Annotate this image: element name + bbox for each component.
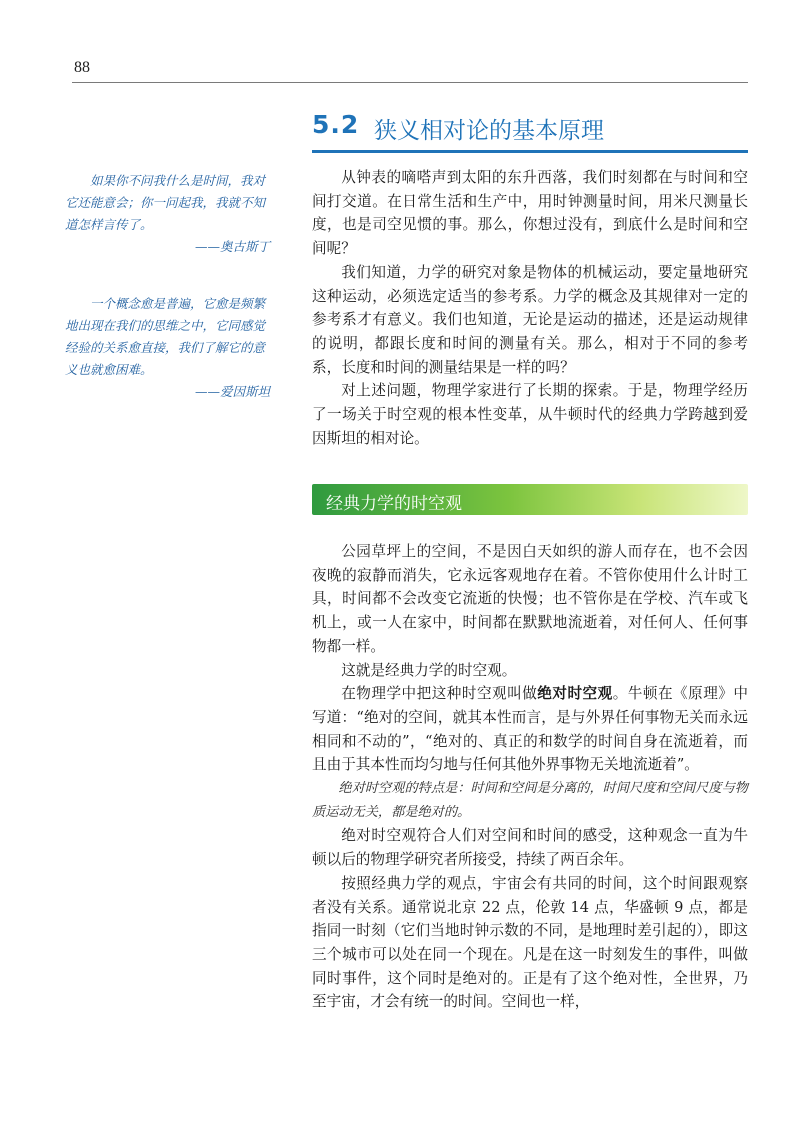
body-text xyxy=(312,540,748,1014)
header-rule xyxy=(72,82,748,83)
key-term: 绝对时空观 xyxy=(537,685,613,703)
body-paragraph: 按照经典力学的观点，宇宙会有共同的时间，这个时间跟观察者没有关系。通常说北京 22 点，伦敦 14 点，华盛顿 9 点，都是指同一时刻（它们当地时钟示数的不同，是地理时差引起的），即这三个城市可以处在同一个现在。凡是在这一时刻发生的事件，叫做同时事件，这个同时是绝对的。正是有了这个绝对性，全世界，乃至宇宙，才会有统一的时间。空间也一样， xyxy=(312,874,748,1011)
intro-text xyxy=(312,166,748,450)
text-run: 在物理学中把这种时空观叫做 xyxy=(341,685,538,703)
quote-text: 一个概念愈是普遍，它愈是频繁地出现在我们的思维之中，它同感觉经验的关系愈直接，我们了解它的意义也就愈困难。 xyxy=(65,296,266,377)
body-paragraph-definition xyxy=(312,682,748,777)
subsection-banner xyxy=(312,484,748,515)
section-number: 5.2 xyxy=(312,110,360,139)
quote-author: ——奥古斯丁 xyxy=(194,239,270,254)
quote-text: 如果你不问我什么是时间，我对它还能意会；你一问起我，我就不知道怎样言传了。 xyxy=(65,173,266,232)
sidebar-quote-augustine xyxy=(65,170,270,258)
body-paragraph: 公园草坪上的空间，不是因白天如织的游人而存在，也不会因夜晚的寂静而消失，它永远客观地存在着。不管你使用什么计时工具，时间都不会改变它流逝的快慢；也不管你是在学校、汽车或飞机上，或一人在家中，时间都在默默地流逝着，对任何人、任何事物都一样。 xyxy=(312,543,748,655)
intro-paragraph: 我们知道，力学的研究对象是物体的机械运动，要定量地研究这种运动，必须选定适当的参考系。力学的概念及其规律对一定的参考系才有意义。我们也知道，无论是运动的描述，还是运动规律的说明，都跟长度和时间的测量有关。那么，相对于不同的参考系，长度和时间的测量结果是一样的吗？ xyxy=(312,263,748,376)
section-heading xyxy=(312,108,748,153)
text-run: 。牛顿在《原理》中写道：“绝对的空间，就其本性而言，是与外界任何事物无关而永远相同和不动的”，“绝对的、真正的和数学的时间自身在流逝着，而且由于其本性而均匀地与任何其他外界事物无关地流逝着”。 xyxy=(312,685,748,774)
section-title: 狭义相对论的基本原理 xyxy=(374,118,604,144)
intro-paragraph: 对上述问题，物理学家进行了长期的探索。于是，物理学经历了一场关于时空观的根本性变革，从牛顿时代的经典力学跨越到爱因斯坦的相对论。 xyxy=(312,382,748,447)
definition-note: 绝对时空观的特点是：时间和空间是分离的，时间尺度和空间尺度与物质运动无关，都是绝对的。 xyxy=(312,781,748,820)
subsection-title: 经典力学的时空观 xyxy=(326,494,462,514)
intro-paragraph: 从钟表的嘀嗒声到太阳的东升西落，我们时刻都在与时间和空间打交道。在日常生活和生产中，用时钟测量时间，用米尺测量长度，也是司空见惯的事。那么，你想过没有，到底什么是时间和空间呢？ xyxy=(312,169,748,258)
quote-author: ——爱因斯坦 xyxy=(194,384,270,399)
body-paragraph: 这就是经典力学的时空观。 xyxy=(341,661,517,679)
body-paragraph: 绝对时空观符合人们对空间和时间的感受，这种观念一直为牛顿以后的物理学研究者所接受，持续了两百余年。 xyxy=(312,827,748,869)
page-number: 88 xyxy=(74,59,90,76)
sidebar-quote-einstein xyxy=(65,293,270,403)
